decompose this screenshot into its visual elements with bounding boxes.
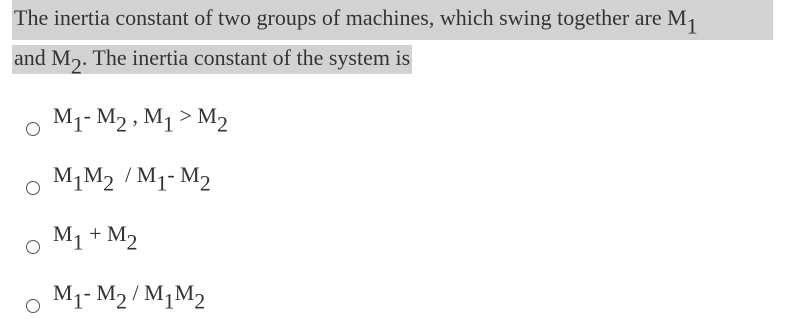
option-1[interactable] bbox=[26, 96, 228, 136]
option-2-part: M bbox=[53, 162, 73, 187]
option-4-sub: 1 bbox=[72, 288, 84, 314]
option-3-sub: 1 bbox=[72, 229, 84, 255]
question-text bbox=[12, 0, 773, 79]
option-3[interactable] bbox=[26, 214, 138, 254]
option-1-sub: 1 bbox=[72, 111, 84, 137]
option-2-sub: 1 bbox=[156, 170, 168, 196]
option-4-part: M bbox=[53, 280, 73, 305]
option-4-sub: 2 bbox=[115, 288, 127, 314]
option-1-sub: 2 bbox=[216, 111, 228, 137]
option-3-part: + M bbox=[83, 221, 127, 246]
question-line2-text: and M bbox=[14, 45, 71, 70]
option-4-label bbox=[53, 278, 206, 314]
option-3-label bbox=[53, 219, 138, 255]
option-2-part: - M bbox=[167, 162, 200, 187]
option-2-part: M bbox=[83, 162, 104, 187]
option-2-sub: 2 bbox=[103, 170, 115, 196]
option-4-part: - M bbox=[83, 280, 116, 305]
option-2[interactable] bbox=[26, 155, 211, 195]
question-highlight-1 bbox=[12, 0, 773, 40]
option-3-part: M bbox=[53, 221, 73, 246]
option-4-part: M bbox=[174, 280, 195, 305]
option-2-radio[interactable] bbox=[26, 181, 40, 195]
question-line2-subscript: 2 bbox=[70, 53, 82, 79]
option-1-part: , M bbox=[126, 103, 164, 128]
question-line-2 bbox=[12, 40, 773, 79]
option-3-radio[interactable] bbox=[26, 240, 40, 254]
option-2-sub: 2 bbox=[199, 170, 211, 196]
option-3-sub: 2 bbox=[126, 229, 138, 255]
option-4-sub: 2 bbox=[194, 288, 206, 314]
option-4-part: / M bbox=[126, 280, 164, 305]
option-4[interactable] bbox=[26, 273, 205, 313]
question-line1-text: The inertia constant of two groups of machines, which swing together are M bbox=[14, 5, 687, 30]
option-1-part: > M bbox=[174, 103, 217, 128]
option-4-sub: 1 bbox=[163, 288, 175, 314]
question-line1-subscript: 1 bbox=[686, 13, 698, 39]
option-1-radio[interactable] bbox=[26, 122, 40, 136]
question-line2-suffix: . The inertia constant of the system is bbox=[81, 45, 411, 70]
option-4-radio[interactable] bbox=[26, 299, 40, 313]
option-1-sub: 2 bbox=[115, 111, 127, 137]
option-2-sub: 1 bbox=[72, 170, 84, 196]
option-1-part: - M bbox=[83, 103, 116, 128]
question-highlight-2 bbox=[12, 45, 412, 79]
question-line-1 bbox=[12, 0, 773, 40]
option-1-part: M bbox=[53, 103, 73, 128]
option-1-sub: 1 bbox=[163, 111, 175, 137]
option-2-label bbox=[53, 160, 211, 196]
option-1-label bbox=[53, 101, 228, 137]
option-2-part: / M bbox=[114, 162, 157, 187]
